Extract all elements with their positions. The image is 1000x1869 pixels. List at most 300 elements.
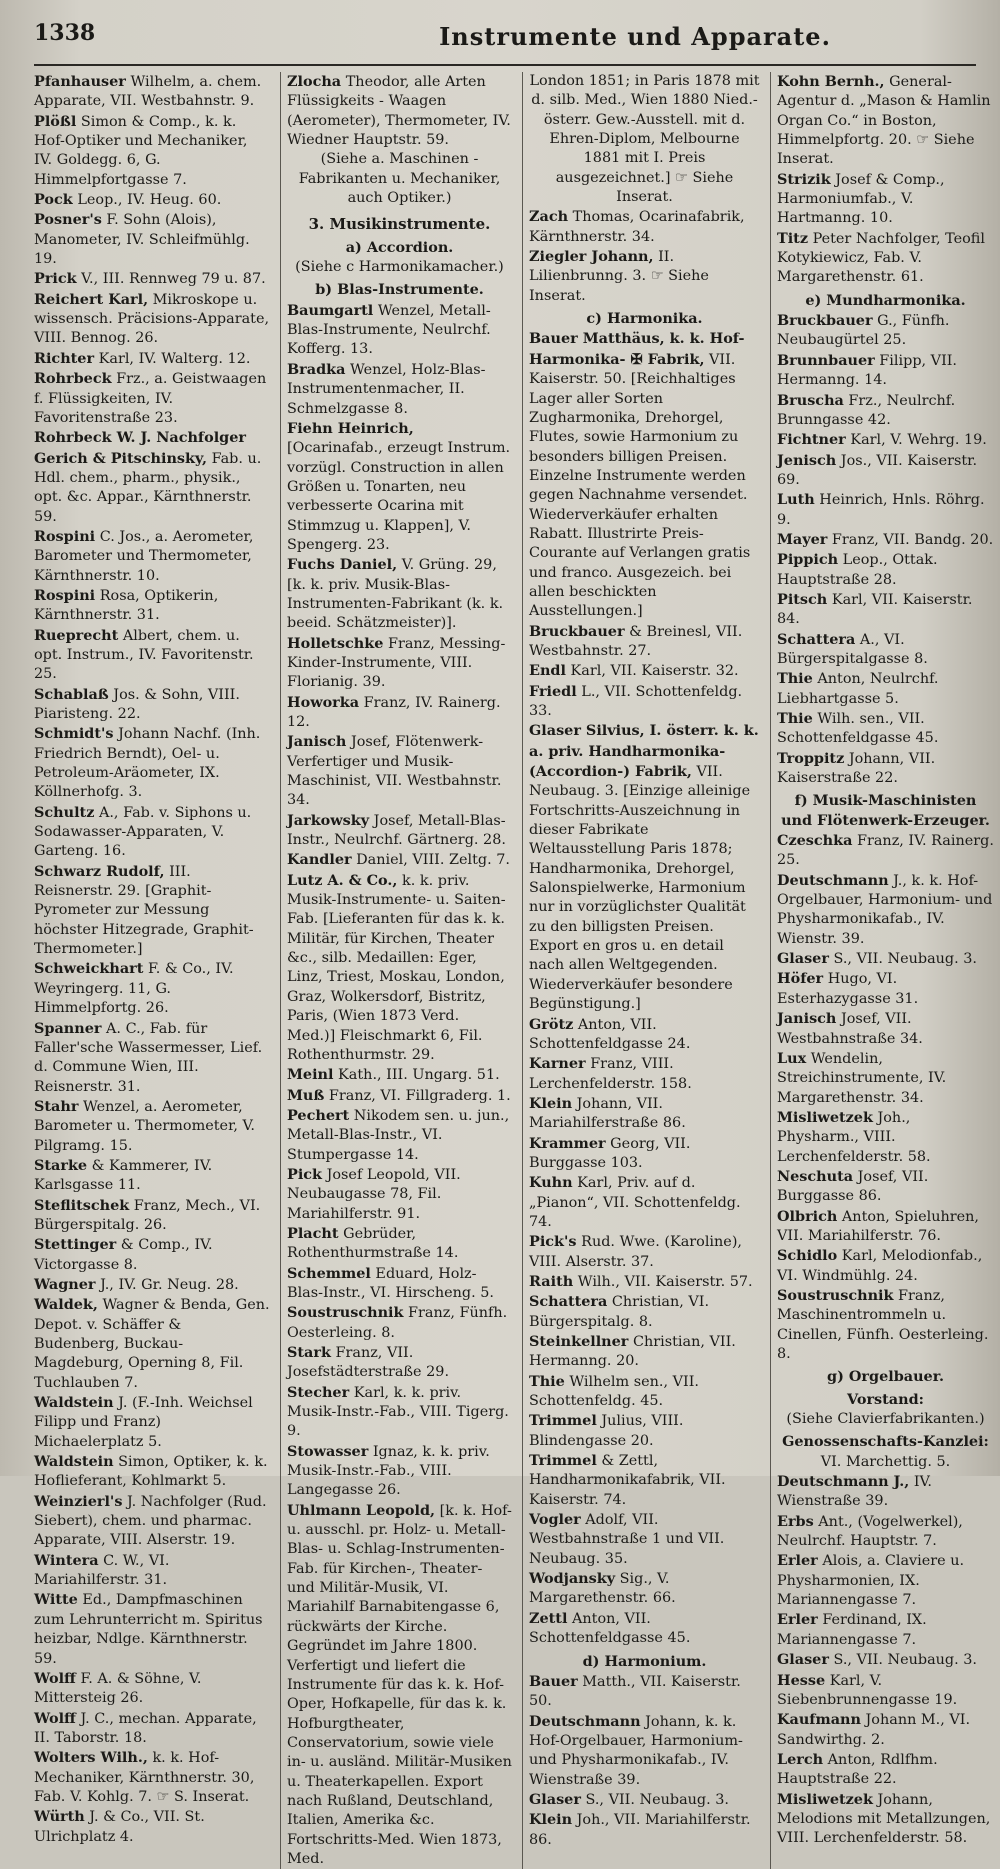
directory-entry bbox=[287, 850, 512, 870]
entry-details: Anton, Rdlfhm. Hauptstraße 22. bbox=[777, 1751, 938, 1788]
directory-entry bbox=[34, 803, 270, 862]
directory-entry bbox=[34, 190, 270, 210]
entry-name: Bruckbauer bbox=[777, 312, 873, 330]
entry-name: Reichert Karl, bbox=[34, 290, 149, 308]
entry-details: & Zettl, Handharmonikafabrik, VII. Kaiserstr. 74. bbox=[529, 1453, 726, 1508]
entry-details: A., Fab. v. Siphons u. Sodawasser-Apparaten, V. Garteng. 16. bbox=[34, 804, 252, 860]
entry-details: Frz., a. Geistwaagen f. Flüssigkeiten, IV. Favoritenstraße 23. bbox=[34, 371, 267, 426]
entry-details: Joh., VII. Mariahilferstr. 86. bbox=[529, 1812, 751, 1848]
entry-details: Nikodem sen. u. jun., Metall-Blas-Instr., VI. Stumpergasse 14. bbox=[287, 1107, 510, 1163]
entry-name: Strizik bbox=[777, 170, 831, 188]
entry-name: Steinkellner bbox=[529, 1333, 629, 1350]
entry-details: Franz, VI. Fillgraderg. 1. bbox=[324, 1087, 511, 1104]
directory-entry bbox=[777, 451, 994, 491]
directory-entry bbox=[34, 1393, 270, 1452]
directory-entry bbox=[287, 555, 512, 633]
directory-entry bbox=[287, 72, 512, 150]
entry-name: Fiehn Heinrich, bbox=[287, 419, 414, 437]
entry-details: Wendelin, Streichinstrumente, IV. Margarethenstr. 34. bbox=[777, 1050, 947, 1106]
entry-details: S., VII. Neubaug. 3. bbox=[580, 1791, 730, 1808]
entry-details: Franz, Fünfh. Oesterleing. 8. bbox=[287, 1305, 508, 1341]
entry-name: Glaser Silvius, I. österr. k. k. a. priv. Handharmonika- (Accordion-) Fabrik, bbox=[529, 722, 759, 781]
entry-name: Zach bbox=[529, 208, 569, 226]
entry-name: Kuhn bbox=[529, 1174, 573, 1192]
entry-name: Lux bbox=[777, 1049, 807, 1067]
directory-entry bbox=[34, 1156, 270, 1196]
directory-entry bbox=[287, 871, 512, 1065]
directory-entry bbox=[529, 329, 760, 621]
entry-name: Misliwetzek bbox=[777, 1790, 873, 1808]
entry-name: Wolff bbox=[34, 1709, 76, 1727]
directory-entry bbox=[287, 1264, 512, 1304]
directory-entry bbox=[34, 1590, 270, 1668]
entry-details: Johann, VII. Mariahilferstraße 86. bbox=[529, 1095, 686, 1132]
directory-entry bbox=[529, 1810, 760, 1850]
entry-name: Wagner bbox=[34, 1275, 96, 1293]
entry-name: Bauer Matthäus, k. k. Hof-Harmonika- ✠ Fabrik, bbox=[529, 330, 745, 368]
entry-name: Schemmel bbox=[287, 1264, 371, 1282]
directory-entry bbox=[287, 1106, 512, 1165]
directory-entry bbox=[777, 550, 994, 590]
entry-name: Soustruschnik bbox=[287, 1304, 404, 1322]
entry-name: Rohrbeck W. J. Nachfolger Gerich & Pitschinsky, bbox=[34, 429, 246, 467]
entry-details: J. & Co., VII. St. Ulrichplatz 4. bbox=[34, 1809, 205, 1845]
directory-entry bbox=[34, 1551, 270, 1591]
entry-name: Glaser bbox=[529, 1790, 581, 1808]
entry-name: Fuchs Daniel, bbox=[287, 556, 398, 574]
entry-details: Josef, VII. Westbahnstraße 34. bbox=[777, 1011, 923, 1047]
directory-entry bbox=[529, 1094, 760, 1134]
directory-entry bbox=[529, 207, 760, 247]
entry-details: Julius, VIII. Blindengasse 20. bbox=[529, 1413, 684, 1449]
directory-entry bbox=[287, 811, 512, 851]
entry-details: Anton, VII. Schottenfeldgasse 24. bbox=[529, 1016, 691, 1052]
entry-details: Franz, VIII. Lerchenfelderstr. 158. bbox=[529, 1056, 692, 1092]
entry-name: Brunnbauer bbox=[777, 351, 875, 369]
directory-entry bbox=[529, 1609, 760, 1649]
entry-name: Starke bbox=[34, 1156, 88, 1174]
entry-details: Leop., Ottak. Hauptstraße 28. bbox=[777, 552, 938, 588]
entry-details: k. k. Hof-Mechaniker, Kärnthnerstr. 30, Fab. V. Kohlg. 7. ☞ S. Inserat. bbox=[34, 1750, 255, 1805]
entry-details: IV. Wienstraße 39. bbox=[777, 1474, 932, 1510]
directory-entry bbox=[777, 1009, 994, 1049]
entry-name: Meinl bbox=[287, 1066, 334, 1084]
entry-details: L., VII. Schottenfeldg. 33. bbox=[529, 683, 743, 719]
directory-entry bbox=[34, 112, 270, 190]
entry-name: Bruscha bbox=[777, 391, 844, 409]
entry-name: Posner's bbox=[34, 211, 102, 229]
entry-name: Krammer bbox=[529, 1134, 606, 1152]
section-heading: Genossenschafts-Kanzlei: bbox=[782, 1433, 989, 1451]
directory-entry bbox=[777, 1286, 994, 1364]
directory-entry bbox=[287, 693, 512, 733]
entry-name: Schwarz Rudolf, bbox=[34, 862, 165, 880]
entry-name: Placht bbox=[287, 1224, 339, 1242]
entry-details: Johann M., VI. Sandwirthg. 2. bbox=[777, 1712, 971, 1748]
entry-name: Glaser bbox=[777, 950, 829, 968]
entry-name: Baumgartl bbox=[287, 301, 374, 319]
entry-details: Franz, VII. Bandg. 20. bbox=[827, 531, 994, 548]
entry-details: Alois, a. Claviere u. Physharmonien, IX. Mariannengasse 7. bbox=[777, 1553, 965, 1609]
entry-details: J., k. k. Hof-Orgelbauer, Harmonium- und Physharmonikafab., IV. Wienstr. 39. bbox=[777, 872, 993, 947]
directory-entry bbox=[777, 1049, 994, 1108]
entry-details: Anton, VII. Schottenfeldgasse 45. bbox=[529, 1610, 691, 1647]
directory-entry bbox=[34, 72, 270, 112]
entry-details: Johann, k. k. Hof-Orgelbauer, Harmonium- und Physharmonikafab., IV. Wienstraße 39. bbox=[529, 1713, 743, 1788]
section-note: (Siehe a. Maschinen - Fabrikanten u. Mechaniker, auch Optiker.) bbox=[298, 151, 501, 207]
directory-entry bbox=[777, 949, 994, 969]
page-header bbox=[34, 18, 976, 66]
directory-entry bbox=[287, 1383, 512, 1442]
directory-entry bbox=[34, 210, 270, 269]
section-note: London 1851; in Paris 1878 mit d. silb. Med., Wien 1880 Nied.-österr. Gew.-Ausstell. mit d. Ehren-Diplom, Melbourne 1881 mit I. Preis ausgezeichnet.] ☞ Siehe Inserat. bbox=[529, 73, 760, 206]
directory-entry bbox=[529, 1332, 760, 1372]
entry-name: Thie bbox=[529, 1372, 565, 1390]
entry-name: Holletschke bbox=[287, 634, 384, 652]
entry-details: Karl, Priv. auf d. „Pianon“, VII. Schottenfeldg. 74. bbox=[529, 1175, 741, 1230]
section-note: VI. Marchettig. 5. bbox=[820, 1453, 951, 1470]
entry-details: Karl, VII. Kaiserstr. 32. bbox=[565, 663, 739, 680]
directory-entry bbox=[34, 369, 270, 428]
entry-name: Plößl bbox=[34, 112, 77, 130]
entry-details: Franz, IV. Rainerg. 25. bbox=[777, 833, 994, 869]
directory-entry bbox=[777, 1246, 994, 1286]
directory-entry bbox=[34, 1196, 270, 1236]
entry-name: Howorka bbox=[287, 693, 360, 711]
entry-details: Gebrüder, Rothenthurmstraße 14. bbox=[287, 1225, 459, 1262]
directory-entry bbox=[34, 1669, 270, 1709]
entry-name: Stahr bbox=[34, 1097, 79, 1115]
entry-name: Thie bbox=[777, 710, 813, 727]
entry-details: Theodor, alle Arten Flüssigkeits - Waagen (Aerometer), Thermometer, IV. Wiedner Hauptstr. 59. bbox=[287, 74, 511, 149]
directory-entry bbox=[529, 682, 760, 722]
directory-entry bbox=[34, 428, 270, 527]
section-note: (Siehe c Harmonikamacher.) bbox=[295, 259, 504, 276]
entry-details: Ignaz, k. k. priv. Musik-Instr.-Fab., VIII. Langegasse 26. bbox=[287, 1443, 490, 1499]
entry-name: Rospini bbox=[34, 527, 96, 545]
entry-name: Rospini bbox=[34, 586, 96, 604]
section-heading: Vorstand: bbox=[847, 1390, 924, 1408]
entry-details: Karl, VII. Kaiserstr. 84. bbox=[777, 591, 973, 628]
entry-details: & Comp., IV. Victorgasse 8. bbox=[34, 1237, 213, 1273]
entry-details: Anton, Neulrchf. Liebhartgasse 5. bbox=[777, 671, 939, 707]
directory-entry bbox=[34, 626, 270, 685]
entry-details: Eduard, Holz-Blas-Instr., VI. Hirscheng. 5. bbox=[287, 1265, 494, 1301]
directory-entry bbox=[777, 1512, 994, 1552]
entry-name: Ziegler Johann, bbox=[529, 248, 654, 266]
entry-name: Pitsch bbox=[777, 590, 828, 608]
entry-name: Wolters Wilh., bbox=[34, 1749, 148, 1767]
entry-details: Josef, Metall-Blas-Instr., Neulrchf. Gärtnerg. 28. bbox=[287, 812, 506, 849]
entry-name: Deutschmann bbox=[529, 1712, 641, 1730]
entry-name: Schattera bbox=[529, 1293, 608, 1311]
entry-details: [k. k. Hof- u. ausschl. pr. Holz- u. Metall-Blas- u. Schlag-Instrumenten-Fab. für Kirchen-, Theater- und Militär-Musik, VI. Mariahilf Barnabitengasse 6, rückwärts der Kirche. Gegründet im Jahre 1800. Verfertigt und liefert die Instrumente für das k. k. Hof-Oper, Hofkapelle, für das k. k. Hofburgtheater, Conservatorium, sowie viele in- u. ausländ. Militär-Musiken u. Theaterkapellen. Export nach Rußland, Deutschland, Italien, Amerika &c. Fortschritts-Med. Wien 1873, Med. bbox=[287, 1502, 512, 1867]
entry-details: Wilhelm, a. chem. Apparate, VII. Westbahnstr. 9. bbox=[34, 74, 262, 110]
entry-name: Stowasser bbox=[287, 1442, 369, 1460]
entry-details: Josef, VII. Burggasse 86. bbox=[777, 1168, 929, 1205]
entry-details: Ed., Dampfmaschinen zum Lehrunterricht m. Spiritus heizbar, Ndlge. Kärnthnerstr. 59. bbox=[34, 1592, 263, 1667]
entry-details: Josef Leopold, VII. Neubaugasse 78, Fil. Mariahilferstr. 91. bbox=[287, 1166, 461, 1222]
directory-entry bbox=[777, 1790, 994, 1849]
section-note: (Siehe Clavierfabrikanten.) bbox=[786, 1411, 985, 1428]
entry-name: Lerch bbox=[777, 1750, 824, 1768]
directory-entry bbox=[34, 269, 270, 289]
entry-details: General-Agentur d. „Mason & Hamlin Organ Co.“ in Boston, Himmelpfortg. 20. ☞ Siehe Inserat. bbox=[777, 74, 991, 168]
entry-details: Karl, k. k. priv. Musik-Instr.-Fab., VIII. Tigerg. 9. bbox=[287, 1384, 509, 1440]
entry-name: Olbrich bbox=[777, 1207, 838, 1225]
entry-details: Sig., V. Margarethenstr. 66. bbox=[529, 1571, 676, 1607]
section-heading: e) Mundharmonika. bbox=[805, 291, 966, 309]
entry-details: Wagner & Benda, Gen. Depot. v. Schäffer & Budenberg, Buckau-Magdeburg, Operning 8, Fil. Tuchlauben 7. bbox=[34, 1297, 270, 1391]
entry-details: Wenzel, Metall-Blas-Instrumente, Neulrchf. Kofferg. 13. bbox=[287, 302, 491, 358]
entry-name: Spanner bbox=[34, 1019, 102, 1037]
entry-name: Stark bbox=[287, 1344, 331, 1361]
directory-entry bbox=[777, 871, 994, 949]
entry-name: Lutz A. & Co., bbox=[287, 871, 398, 889]
entry-details: Franz, IV. Rainerg. 12. bbox=[287, 694, 501, 730]
entry-name: Raith bbox=[529, 1272, 574, 1290]
directory-entry bbox=[529, 1015, 760, 1055]
directory-entry bbox=[529, 1372, 760, 1412]
column-3 bbox=[522, 72, 760, 1869]
section-heading: g) Orgelbauer. bbox=[827, 1368, 944, 1386]
section-heading: 3. Musikinstrumente. bbox=[308, 215, 491, 234]
entry-details: A., VI. Bürgerspitalgasse 8. bbox=[777, 631, 928, 667]
directory-entry bbox=[34, 527, 270, 586]
entry-details: Kath., III. Ungarg. 51. bbox=[333, 1067, 500, 1084]
entry-name: Schattera bbox=[777, 630, 856, 648]
entry-details: Daniel, VIII. Zeltg. 7. bbox=[351, 852, 510, 869]
entry-details: III. Reisnerstr. 29. [Graphit-Pyrometer zur Messung höchster Hitzegrade, Graphit-Thermometer.] bbox=[34, 863, 254, 958]
entry-name: Klein bbox=[529, 1094, 573, 1112]
directory-entry bbox=[777, 969, 994, 1009]
entry-details: F. A. & Söhne, V. Mittersteig 26. bbox=[34, 1670, 202, 1707]
directory-entry bbox=[287, 1086, 512, 1106]
entry-details: Christian, VI. Bürgerspitalg. 8. bbox=[529, 1294, 710, 1330]
directory-entry bbox=[34, 1097, 270, 1156]
entry-name: Prick bbox=[34, 270, 77, 288]
entry-details: C. Jos., a. Aerometer, Barometer und Thermometer, Kärnthnerstr. 10. bbox=[34, 528, 254, 584]
directory-entry bbox=[287, 1165, 512, 1224]
directory-entry bbox=[287, 1442, 512, 1501]
entry-details: Heinrich, Hnls. Röhrg. 9. bbox=[777, 492, 985, 528]
entry-details: Karl, V. Siebenbrunnengasse 19. bbox=[777, 1672, 958, 1708]
directory-entry bbox=[34, 862, 270, 960]
entry-details: Franz, Messing-Kinder-Instrumente, VIII. Florianig. 39. bbox=[287, 635, 506, 691]
entry-name: Czeschka bbox=[777, 832, 853, 850]
directory-entry bbox=[34, 1019, 270, 1097]
entry-name: Titz bbox=[777, 229, 808, 247]
entry-details: Wilh. sen., VII. Schottenfeldgasse 45. bbox=[777, 711, 939, 747]
directory-entry bbox=[777, 1610, 994, 1650]
entry-details: Wilhelm sen., VII. Schottenfeldg. 45. bbox=[529, 1373, 699, 1410]
directory-entry bbox=[287, 360, 512, 419]
entry-name: Mayer bbox=[777, 530, 828, 548]
entry-name: Bauer bbox=[529, 1672, 578, 1690]
entry-details: Georg, VII. Burggasse 103. bbox=[529, 1135, 691, 1171]
entry-name: Misliwetzek bbox=[777, 1108, 873, 1126]
entry-name: Wintera bbox=[34, 1551, 99, 1569]
entry-details: Rosa, Optikerin, Kärnthnerstr. 31. bbox=[34, 587, 219, 624]
directory-entry bbox=[529, 1712, 760, 1790]
entry-details: & Kammerer, IV. Karlsgasse 11. bbox=[34, 1157, 213, 1194]
directory-entry bbox=[777, 1650, 994, 1670]
entry-name: Kaufmann bbox=[777, 1711, 861, 1729]
directory-entry bbox=[777, 170, 994, 229]
directory-entry bbox=[34, 685, 270, 725]
directory-entry bbox=[777, 669, 994, 709]
entry-details: Filipp, VII. Hermanng. 14. bbox=[777, 352, 958, 389]
directory-entry bbox=[529, 1411, 760, 1451]
entry-details: Matth., VII. Kaiserstr. 50. bbox=[529, 1673, 741, 1710]
directory-entry bbox=[34, 1492, 270, 1551]
entry-details: Jos., VII. Kaiserstr. 69. bbox=[777, 452, 978, 488]
entry-details: S., VII. Neubaug. 3. bbox=[828, 951, 978, 968]
entry-details: Leop., IV. Heug. 60. bbox=[72, 192, 222, 209]
entry-details: J. Nachfolger (Rud. Siebert), chem. und pharmac. Apparate, VIII. Alserstr. 19. bbox=[34, 1493, 267, 1549]
entry-details: Johann Nachf. (Inh. Friedrich Berndt), Oel- u. Petroleum-Aräometer, IX. Köllnerhofg. 3. bbox=[34, 726, 261, 801]
entry-details: Karl, IV. Walterg. 12. bbox=[94, 350, 251, 367]
entry-details: Peter Nachfolger, Teofil Kotykiewicz, Fab. V. Margarethenstr. 61. bbox=[777, 230, 986, 286]
directory-entry bbox=[777, 351, 994, 391]
directory-entry bbox=[529, 1134, 760, 1174]
directory-entry bbox=[287, 1065, 512, 1085]
entry-name: Schmidt's bbox=[34, 725, 114, 743]
entry-name: Waldstein bbox=[34, 1394, 114, 1412]
entry-details: Simon & Comp., k. k. Hof-Optiker und Mechaniker, IV. Goldegg. 6, G. Himmelpfortgasse 7. bbox=[34, 113, 248, 188]
entry-details: Franz, Mech., VI. Bürgerspitalg. 26. bbox=[34, 1197, 261, 1233]
entry-details: Hugo, VI. Esterhazygasse 31. bbox=[777, 971, 919, 1007]
section-heading: c) Harmonika. bbox=[586, 310, 703, 328]
entry-name: Witte bbox=[34, 1591, 78, 1609]
entry-name: Kandler bbox=[287, 851, 352, 869]
entry-details: Mikroskope u. wissensch. Präcisions-Apparate, VIII. Bennog. 26. bbox=[34, 291, 270, 347]
section-heading: b) Blas-Instrumente. bbox=[315, 281, 484, 299]
entry-name: Schweickhart bbox=[34, 960, 144, 978]
entry-name: Vogler bbox=[529, 1511, 581, 1529]
entry-name: Luth bbox=[777, 491, 815, 509]
entry-name: Zlocha bbox=[287, 73, 342, 90]
entry-name: Pippich bbox=[777, 551, 839, 569]
directory-entry bbox=[777, 1671, 994, 1711]
directory-entry bbox=[777, 1207, 994, 1247]
entry-name: Grötz bbox=[529, 1015, 574, 1033]
section-heading: d) Harmonium. bbox=[582, 1652, 707, 1670]
directory-entry bbox=[777, 709, 994, 749]
entry-details: Ant., (Vogelwerkel), Neulrchf. Hauptstr. 7. bbox=[777, 1513, 963, 1550]
entry-name: Wodjansky bbox=[529, 1570, 616, 1588]
directory-entry bbox=[777, 391, 994, 431]
directory-entry bbox=[777, 1108, 994, 1167]
entry-name: Deutschmann J., bbox=[777, 1473, 910, 1491]
entry-details: V., III. Rennweg 79 u. 87. bbox=[76, 271, 266, 288]
directory-entry bbox=[34, 724, 270, 802]
section-heading: a) Accordion. bbox=[345, 238, 454, 256]
directory-entry bbox=[777, 1710, 994, 1750]
entry-name: Bruckbauer bbox=[529, 622, 625, 640]
section-heading: f) Musik-Maschinisten und Flötenwerk-Erzeuger. bbox=[781, 792, 990, 829]
entry-details: A. C., Fab. für Faller'sche Wassermesser, Lief. d. Commune Wien, III. Reisnerstr. 31. bbox=[34, 1020, 263, 1095]
directory-entry bbox=[34, 1275, 270, 1295]
page-number: 1338 bbox=[34, 20, 96, 46]
directory-entry bbox=[529, 247, 760, 306]
directory-entry bbox=[529, 1232, 760, 1272]
entry-details: J., IV. Gr. Neug. 28. bbox=[95, 1276, 239, 1293]
entry-name: Klein bbox=[529, 1811, 573, 1829]
directory-entry bbox=[777, 311, 994, 351]
entry-details: F. & Co., IV. Weyringerg. 11, G. Himmelpfortg. 26. bbox=[34, 961, 234, 1017]
entry-name: Karner bbox=[529, 1055, 586, 1073]
entry-details: V. Grüng. 29, [k. k. priv. Musik-Blas-Instrumenten-Fabrikant (k. k. beeid. Schätzmeister)]. bbox=[287, 557, 504, 632]
entry-name: Deutschmann bbox=[777, 871, 889, 889]
directory-entry bbox=[34, 1709, 270, 1749]
entry-name: Erbs bbox=[777, 1512, 814, 1530]
directory-entry bbox=[34, 1807, 270, 1847]
entry-name: Rueprecht bbox=[34, 626, 119, 644]
directory-entry bbox=[777, 831, 994, 871]
entry-name: Neschuta bbox=[777, 1167, 854, 1185]
entry-name: Muß bbox=[287, 1086, 325, 1104]
entry-details: Wenzel, a. Aerometer, Barometer u. Thermometer, V. Pilgramg. 15. bbox=[34, 1098, 255, 1154]
entry-details: Simon, Optiker, k. k. Hoflieferant, Kohlmarkt 5. bbox=[34, 1454, 268, 1490]
directory-entry bbox=[777, 1750, 994, 1790]
entry-details: J. C., mechan. Apparate, II. Taborstr. 18. bbox=[34, 1710, 257, 1746]
directory-entry bbox=[529, 661, 760, 681]
entry-details: Josef & Comp., Harmoniumfab., V. Hartmanng. 10. bbox=[777, 171, 945, 227]
entry-details: k. k. priv. Musik-Instrumente- u. Saiten-Fab. [Lieferanten für das k. k. Militär, für Kirchen, Theater &c., silb. Medaillen: Eger, Linz, Triest, Moskau, London, Graz, Wolkersdorf, Bistritz, Paris, (Wien 1873 Verd. Med.)] Fleischmarkt 6, Fil. Rothenthurmstr. 29. bbox=[287, 872, 506, 1063]
directory-entry bbox=[287, 1224, 512, 1264]
column-1 bbox=[34, 72, 270, 1869]
entry-details: Christian, VII. Hermanng. 20. bbox=[529, 1334, 736, 1370]
entry-details: Ferdinand, IX. Mariannengasse 7. bbox=[777, 1612, 927, 1648]
directory-entry bbox=[287, 1343, 512, 1383]
directory-entry bbox=[529, 1451, 760, 1510]
entry-details: [Ocarinafab., erzeugt Instrum. vorzügl. Construction in allen Größen u. Tonarten, neu verbesserte Ocarina mit Stimmzug u. Klappen], V. Spengerg. 23. bbox=[287, 440, 511, 553]
entry-name: Trimmel bbox=[529, 1412, 597, 1430]
entry-details: II. Lilienbrunng. 3. ☞ Siehe Inserat. bbox=[529, 249, 709, 304]
entry-details: G., Fünfh. Neubaugürtel 25. bbox=[777, 313, 950, 349]
directory-entry bbox=[287, 732, 512, 810]
entry-details: Johann, VII. Kaiserstraße 22. bbox=[777, 750, 936, 787]
entry-name: Janisch bbox=[777, 1010, 837, 1028]
directory-entry bbox=[777, 430, 994, 450]
entry-name: Erler bbox=[777, 1552, 818, 1570]
directory-entry bbox=[777, 530, 994, 550]
directory-entry bbox=[34, 349, 270, 369]
entry-details: Frz., Neulrchf. Brunngasse 42. bbox=[777, 392, 956, 428]
entry-name: Fichtner bbox=[777, 431, 846, 449]
directory-entry bbox=[529, 1292, 760, 1332]
directory-entry bbox=[287, 1501, 512, 1869]
entry-name: Erler bbox=[777, 1611, 818, 1629]
entry-name: Jarkowsky bbox=[287, 811, 370, 829]
entry-details: Karl, Melodionfab., VI. Windmühlg. 24. bbox=[777, 1248, 983, 1284]
page-title: Instrumente und Apparate. bbox=[439, 22, 831, 51]
entry-details: Albert, chem. u. opt. Instrum., IV. Favoritenstr. 25. bbox=[34, 627, 254, 683]
directory-entry bbox=[34, 1235, 270, 1275]
entry-name: Pock bbox=[34, 191, 73, 209]
entry-name: Endl bbox=[529, 662, 566, 680]
entry-name: Kohn Bernh., bbox=[777, 73, 885, 90]
entry-name: Hesse bbox=[777, 1671, 826, 1689]
directory-entry bbox=[34, 1452, 270, 1492]
entry-details: Anton, Spieluhren, VII. Mariahilferstr. 76. bbox=[777, 1208, 980, 1244]
directory-entry bbox=[287, 419, 512, 555]
directory-entry bbox=[777, 1551, 994, 1610]
entry-name: Stettinger bbox=[34, 1236, 117, 1254]
directory-entry bbox=[529, 1569, 760, 1609]
entry-details: Karl, V. Wehrg. 19. bbox=[845, 432, 987, 449]
